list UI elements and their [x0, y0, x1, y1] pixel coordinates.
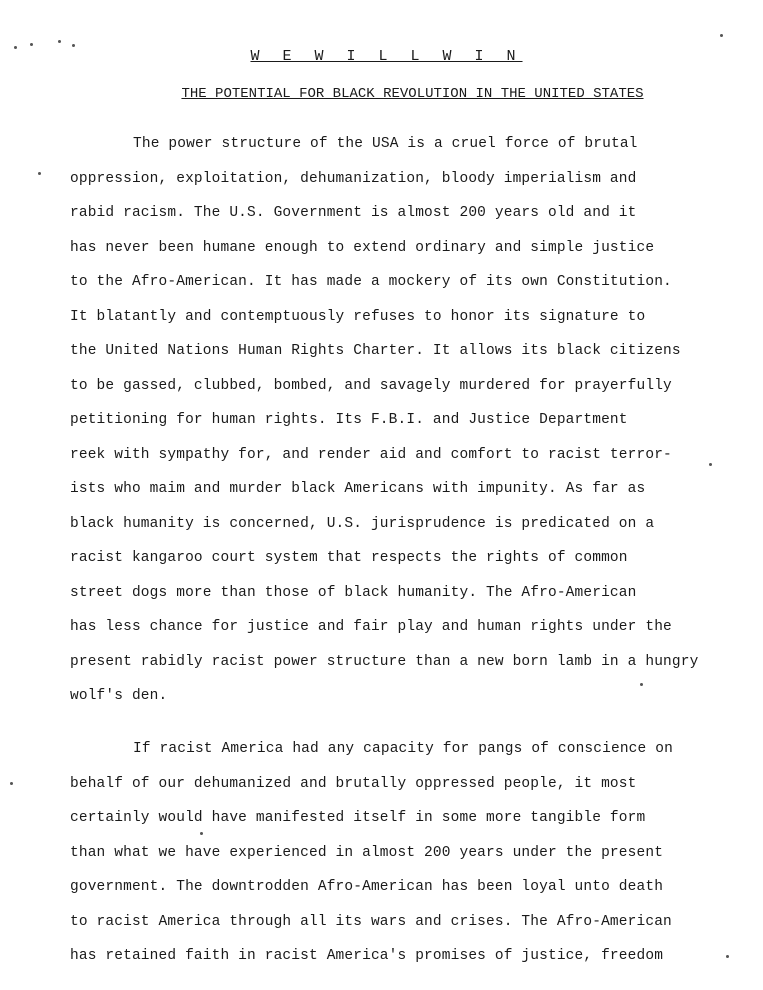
text-line: has retained faith in racist America's promises of justice, freedom	[70, 948, 664, 964]
text-line: the United Nations Human Rights Charter. It allows its black citizens	[70, 343, 681, 359]
text-line: certainly would have manifested itself in some more tangible form	[70, 810, 646, 826]
text-line: behalf of our dehumanized and brutally oppressed people, it most	[70, 775, 637, 792]
scan-speck	[10, 782, 13, 785]
document-title: W E W I L L W I N	[250, 48, 523, 65]
text-line: reek with sympathy for, and render aid and comfort to racist terror-	[70, 446, 672, 463]
scan-speck	[30, 43, 33, 46]
scan-speck	[200, 832, 203, 835]
text-line: has never been humane enough to extend ordinary and simple justice	[70, 239, 655, 256]
scan-speck	[72, 44, 75, 47]
text-line: petitioning for human rights. Its F.B.I. and Justice Department	[70, 412, 628, 428]
text-line: ists who maim and murder black Americans with impunity. As far as	[70, 481, 646, 497]
text-line: government. The downtrodden Afro-American has been loyal unto death	[70, 879, 664, 895]
text-line: It blatantly and contemptuously refuses to honor its signature to	[70, 308, 646, 325]
scan-speck	[58, 40, 61, 43]
text-line: If racist America had any capacity for pangs of conscience on	[133, 741, 673, 757]
text-line: racist kangaroo court system that respects the rights of common	[70, 550, 628, 566]
text-line: street dogs more than those of black humanity. The Afro-American	[70, 584, 637, 601]
paragraph-2	[70, 732, 750, 974]
text-line: to be gassed, clubbed, bombed, and savagely murdered for prayerfully	[70, 377, 672, 394]
text-line: oppression, exploitation, dehumanization, bloody imperialism and	[70, 170, 637, 187]
scan-speck	[640, 683, 643, 686]
text-line: than what we have experienced in almost 200 years under the present	[70, 844, 664, 861]
paragraph-1	[70, 127, 750, 714]
document-subtitle: THE POTENTIAL FOR BLACK REVOLUTION IN THE UNITED STATES	[181, 86, 644, 102]
text-line: rabid racism. The U.S. Government is almost 200 years old and it	[70, 205, 637, 221]
scan-speck	[720, 34, 723, 37]
text-line: has less chance for justice and fair play and human rights under the	[70, 619, 672, 635]
text-line: black humanity is concerned, U.S. jurisprudence is predicated on a	[70, 515, 655, 532]
scan-speck	[14, 46, 17, 49]
scan-speck	[38, 172, 41, 175]
text-line: to racist America through all its wars and crises. The Afro-American	[70, 913, 672, 930]
text-line: present rabidly racist power structure than a new born lamb in a hungry	[70, 653, 699, 670]
text-line: to the Afro-American. It has made a mockery of its own Constitution.	[70, 274, 672, 290]
text-line: wolf's den.	[70, 688, 168, 704]
text-line: The power structure of the USA is a cruel force of brutal	[133, 136, 638, 152]
scan-speck	[726, 955, 729, 958]
scan-speck	[709, 463, 712, 466]
